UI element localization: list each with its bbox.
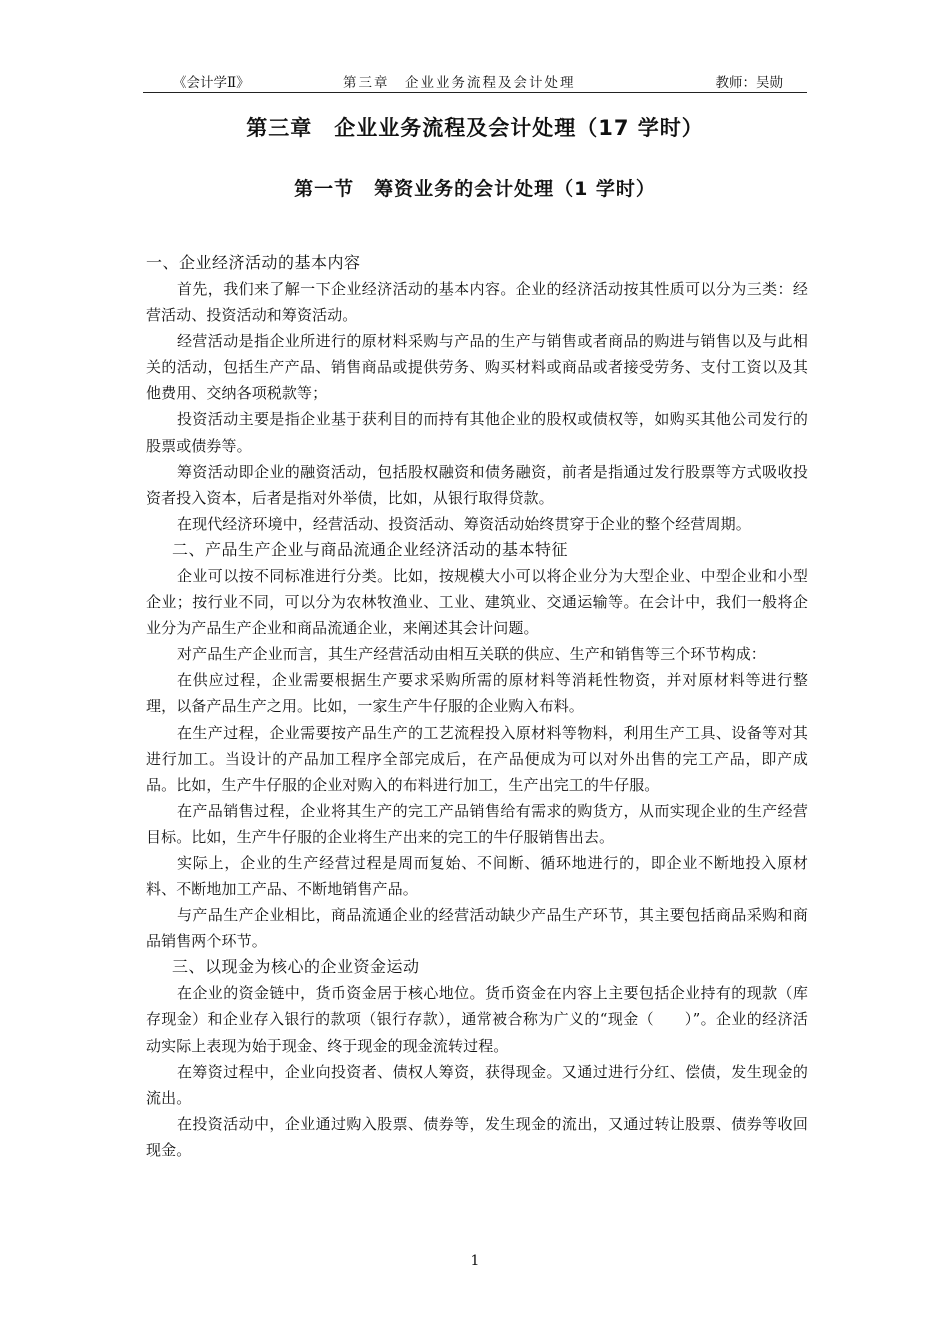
body-paragraph: 对产品生产企业而言，其生产经营活动由相互关联的供应、生产和销售等三个环节构成：: [177, 645, 766, 664]
body-paragraph: 首先，我们来了解一下企业经济活动的基本内容。企业的经济活动按其性质可以分为三类：经营活动、投资活动和筹资活动。: [146, 280, 808, 325]
chapter-title: 第三章 企业业务流程及会计处理（17 学时）: [246, 116, 704, 140]
body-paragraph: 在供应过程，企业需要根据生产要求采购所需的原材料等消耗性物资，并对原材料等进行整理，以备产品生产之用。比如，一家生产牛仔服的企业购入布料。: [146, 671, 808, 716]
header-teacher: 教师：吴勋: [715, 75, 783, 91]
body-paragraph: 在现代经济环境中，经营活动、投资活动、筹资活动始终贯穿于企业的整个经营周期。: [177, 514, 751, 533]
page-header: [143, 66, 807, 93]
body-paragraph: 在产品销售过程，企业将其生产的完工产品销售给有需求的购货方，从而实现企业的生产经营目标。比如，生产牛仔服的企业将生产出来的完工的牛仔服销售出去。: [146, 801, 808, 846]
body-paragraph: 企业可以按不同标准进行分类。比如，按规模大小可以将企业分为大型企业、中型企业和小型企业；按行业不同，可以分为农林牧渔业、工业、建筑业、交通运输等。在会计中，我们一般将企业分为产品生产企业和商品流通企业，来阐述其会计问题。: [146, 566, 808, 638]
body-paragraph: 在投资活动中，企业通过购入股票、债券等，发生现金的流出，又通过转让股票、债券等收回现金。: [146, 1114, 808, 1159]
body-paragraph: 筹资活动即企业的融资活动，包括股权融资和债务融资，前者是指通过发行股票等方式吸收投资者投入资本，后者是指对外举债，比如，从银行取得贷款。: [146, 462, 808, 507]
section-heading: 一、企业经济活动的基本内容: [146, 253, 361, 272]
section-title: 第一节 筹资业务的会计处理（1 学时）: [294, 178, 656, 200]
document-body: [146, 250, 808, 1163]
page-number: 1: [470, 1253, 480, 1269]
body-paragraph: 在筹资过程中，企业向投资者、债权人筹资，获得现金。又通过进行分红、偿债，发生现金的流出。: [146, 1062, 808, 1107]
body-paragraph: 投资活动主要是指企业基于获利目的而持有其他企业的股权或债权等，如购买其他公司发行的股票或债券等。: [146, 410, 808, 455]
body-paragraph: 在生产过程，企业需要按产品生产的工艺流程投入原材料等物料，利用生产工具、设备等对其进行加工。当设计的产品加工程序全部完成后，在产品便成为可以对外出售的完工产品，即产成品。比如，生产牛仔服的企业对购入的布料进行加工，生产出完工的牛仔服。: [146, 723, 808, 794]
body-paragraph: 与产品生产企业相比，商品流通企业的经营活动缺少产品生产环节，其主要包括商品采购和商品销售两个环节。: [146, 906, 808, 951]
body-paragraph: 实际上，企业的生产经营过程是周而复始、不间断、循环地进行的，即企业不断地投入原材料、不断地加工产品、不断地销售产品。: [146, 853, 808, 899]
body-paragraph: 在企业的资金链中，货币资金居于核心地位。货币资金在内容上主要包括企业持有的现款（库存现金）和企业存入银行的款项（银行存款），通常被合称为广义的“现金（ ）”。企业的经济活动实际上表现为始于现金、终于现金的现金流转过程。: [146, 984, 808, 1055]
section-heading: 二、产品生产企业与商品流通企业经济活动的基本特征: [172, 539, 569, 559]
section-heading: 三、以现金为核心的企业资金运动: [172, 957, 420, 977]
header-chapter-name: 第三章 企业业务流程及会计处理: [343, 75, 576, 91]
header-course-name: 《会计学Ⅱ》: [173, 75, 250, 91]
body-paragraph: 经营活动是指企业所进行的原材料采购与产品的生产与销售或者商品的购进与销售以及与此相关的活动，包括生产产品、销售商品或提供劳务、购买材料或商品或者接受劳务、支付工资以及其他费用、交纳各项税款等；: [146, 332, 808, 403]
